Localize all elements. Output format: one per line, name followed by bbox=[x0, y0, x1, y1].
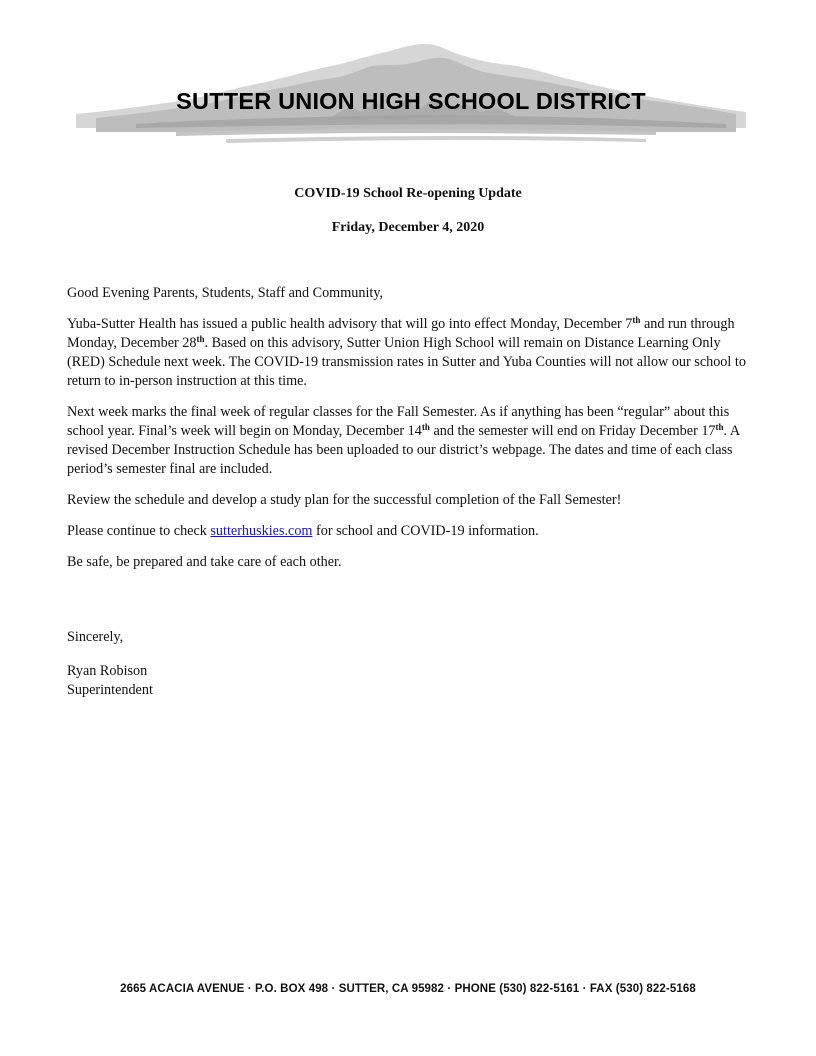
paragraph-website bbox=[67, 522, 757, 541]
website-link[interactable]: sutterhuskies.com bbox=[210, 523, 313, 539]
footer-address: 2665 ACACIA AVENUE · P.O. BOX 498 · SUTTER, CA 95982 · PHONE (530) 822-5161 · FAX (530) 822-5168 bbox=[120, 983, 696, 995]
letter-body bbox=[67, 284, 757, 584]
ordinal-suffix: th bbox=[421, 422, 430, 432]
paragraph-website-text-1: Please continue to check bbox=[67, 523, 211, 539]
signer-role: Superintendent bbox=[67, 682, 153, 698]
paragraph-advisory-text-3: . Based on this advisory, Sutter Union High School will remain on Distance Learning Only (RED) Schedule next week. The COVID-19 transmission rates in Sutter and Yuba Counties will not allow our school to return to in-person instruction at this time. bbox=[67, 335, 746, 389]
ordinal-suffix: th bbox=[196, 334, 205, 344]
document-title: COVID-19 School Re-opening Update bbox=[294, 186, 522, 201]
signer-name: Ryan Robison bbox=[67, 663, 148, 679]
paragraph-semester-text-2: and the semester will end on Friday December 17 bbox=[429, 423, 716, 439]
paragraph-semester-text-3: . A revised December Instruction Schedule has been uploaded to our district’s webpage. The dates and time of each class period’s semester final are included. bbox=[67, 423, 740, 477]
paragraph-website-text-2: for school and COVID-19 information. bbox=[312, 523, 539, 539]
paragraph-advisory-text-1: Yuba-Sutter Health has issued a public health advisory that will go into effect Monday, December 7 bbox=[67, 316, 633, 332]
paragraph-review: Review the schedule and develop a study plan for the successful completion of the Fall Semester! bbox=[67, 492, 622, 508]
paragraph-semester bbox=[67, 403, 757, 479]
paragraph-safety: Be safe, be prepared and take care of each other. bbox=[67, 554, 342, 570]
ordinal-suffix: th bbox=[715, 422, 724, 432]
district-name: SUTTER UNION HIGH SCHOOL DISTRICT bbox=[176, 88, 646, 114]
ordinal-suffix: th bbox=[632, 315, 641, 325]
letterhead bbox=[76, 36, 746, 156]
document-date: Friday, December 4, 2020 bbox=[331, 220, 485, 235]
paragraph-advisory-text-2: and run through Monday, December 28 bbox=[67, 316, 735, 351]
paragraph-advisory bbox=[67, 315, 757, 391]
closing-sincerely: Sincerely, bbox=[67, 629, 124, 645]
greeting: Good Evening Parents, Students, Staff and Community, bbox=[67, 285, 384, 301]
signer-block bbox=[67, 662, 367, 700]
paragraph-semester-text-1: Next week marks the final week of regular classes for the Fall Semester. As if anything has been “regular” about this school year. Final’s week will begin on Monday, December 14 bbox=[67, 404, 730, 439]
